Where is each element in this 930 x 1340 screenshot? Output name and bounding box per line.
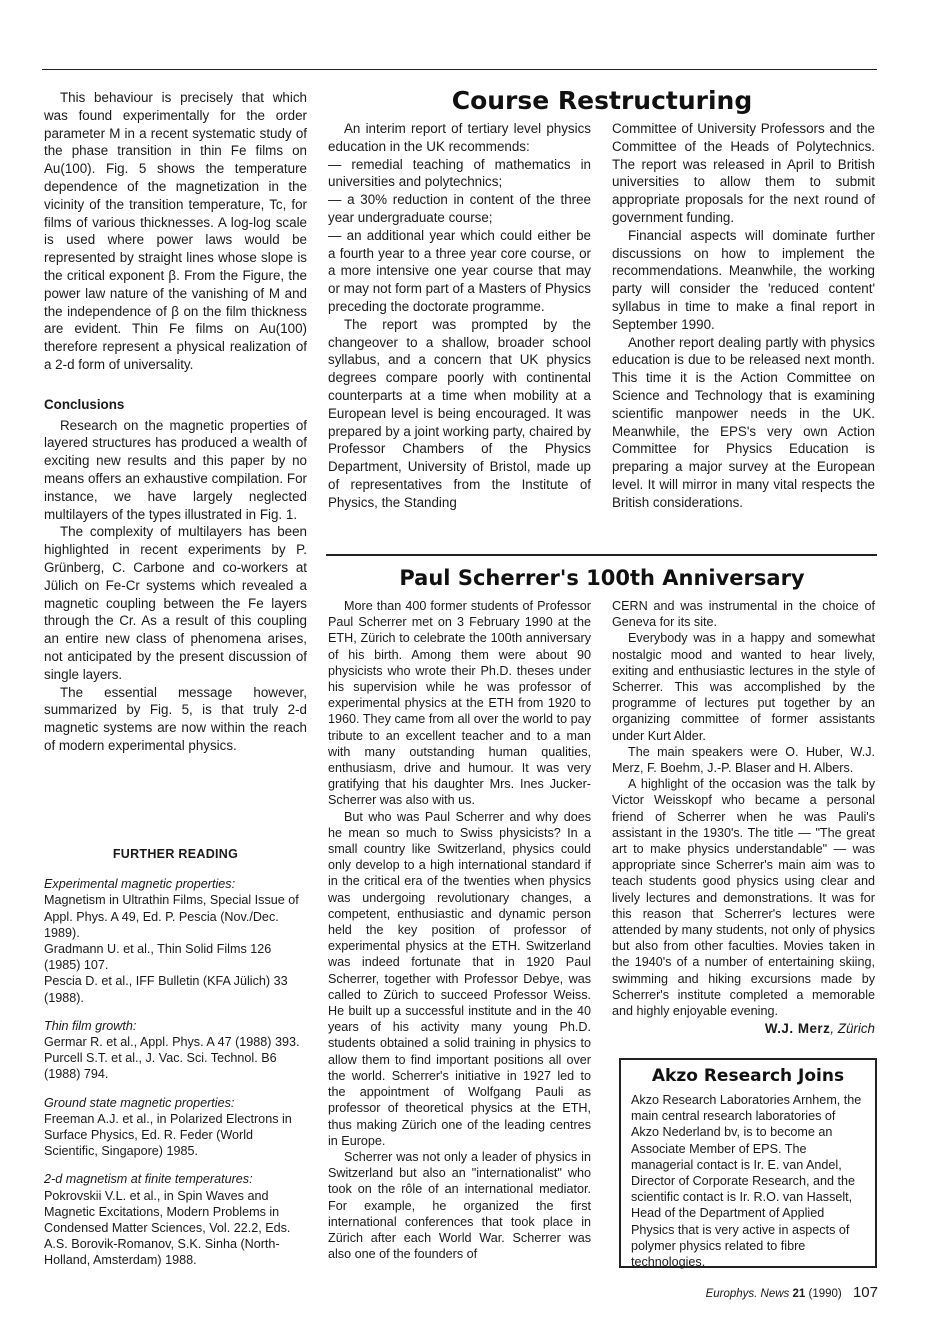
scherrer-paragraph: CERN and was instrumental in the choice of Geneva for its site. xyxy=(612,599,875,630)
akzo-title: Akzo Research Joins xyxy=(651,1066,845,1086)
conclusions-paragraph: The complexity of multilayers has been highlighted in recent experiments by P. Grünberg, C. Carbone and co-workers at Jülich on Fe-Cr systems which revealed a magnetic coupling between the Fe layers through the Cr. As a result of this coupling an entire new class of phenomena arises, not anticipated by the present discussion of single layers. xyxy=(44,524,307,682)
scherrer-paragraph: The main speakers were O. Huber, W.J. Merz, F. Boehm, J.-P. Blaser and H. Albers. xyxy=(612,744,875,776)
page-footer xyxy=(696,1284,878,1301)
scherrer-column-1 xyxy=(328,598,591,1262)
scherrer-paragraph: Everybody was in a happy and somewhat nostalgic mood and wanted to hear lively, exiting and enthusiastic lectures in the style of Scherrer. This was accomplished by the programme of lectures put together by an organizing committee of former assistants under Kurt Alder. xyxy=(612,631,875,743)
course-paragraph: An interim report of tertiary level physics education in the UK recommends: xyxy=(328,121,591,154)
course-paragraph: Another report dealing partly with physics education is due to be released next month. This time it is the Action Committee on Science and Technology that is examining scientific manpower needs in the UK. Meanwhile, the EPS's very own Action Committee for Physics Education is preparing a major survey at the European level. It will mirror in many vital respects the British considerations. xyxy=(612,334,875,510)
page-number: 107 xyxy=(852,1284,878,1301)
reading-group-heading: Ground state magnetic properties: xyxy=(44,1095,235,1110)
reading-reference: Purcell S.T. et al., J. Vac. Sci. Technol. B6 (1988) 794. xyxy=(44,1051,277,1082)
course-paragraph: Financial aspects will dominate further discussions on how to implement the recommendations. Meanwhile, the working party will consider the 'reduced content' syllabus in time to make a final report in September 1990. xyxy=(612,227,875,332)
course-column-2 xyxy=(612,120,875,512)
reading-reference: Pokrovskii V.L. et al., in Spin Waves and Magnetic Excitations, Modern Problems in Condensed Matter Sciences, Vol. 22.2, Eds. A.S. Borovik-Romanov, S.K. Sinha (North-Holland, Amsterdam) 1988. xyxy=(44,1188,291,1268)
section-rule xyxy=(326,554,877,556)
reading-group-heading: Experimental magnetic properties: xyxy=(44,877,236,892)
course-title: Course Restructuring xyxy=(451,86,753,115)
scherrer-column-2 xyxy=(612,598,875,1037)
left-column xyxy=(44,89,307,755)
journal-year: (1990) xyxy=(808,1288,842,1300)
scherrer-paragraph: More than 400 former students of Professor Paul Scherrer met on 3 February 1990 at the ETH, Zürich to celebrate the 100th anniversary of his birth. Among them were about 90 physicists who wrote their Ph.D. theses under his supervision while he was professor of experimental physics at the ETH from 1920 to 1960. They came from all over the world to pay tribute to an excellent teacher and to a man with many outstanding human qualities, enthusiasm, drive and humour. It was very gratifying that his daughter Mrs. Ines Jucker-Scherrer was also with us. xyxy=(328,599,591,808)
author-name: W.J. Merz xyxy=(764,1021,831,1037)
top-rule xyxy=(42,69,877,70)
reading-reference: Germar R. et al., Appl. Phys. A 47 (1988) 393. xyxy=(44,1035,300,1050)
author-place: , Zürich xyxy=(830,1021,875,1037)
akzo-body: Akzo Research Laboratories Arnhem, the main central research laboratories of Akzo Nederland bv, is to become an Associate Member of EPS. The managerial contact is Ir. E. van Andel, Director of Corporate Research, and the scientific contact is Ir. R.O. van Hasselt, Head of the Department of Applied Physics that is very active in aspects of polymer physics related to fibre technologies. xyxy=(631,1093,862,1270)
reading-reference: Freeman A.J. et al., in Polarized Electrons in Surface Physics, Ed. R. Feder (World Scientific, Singapore) 1985. xyxy=(44,1111,292,1159)
akzo-box xyxy=(619,1058,877,1268)
course-list-item: — an additional year which could either be a fourth year to a three year core course, or a more intensive one year course that may or may not form part of a Masters of Physics preceding the doctorate programme. xyxy=(328,227,591,314)
left-paragraph: This behaviour is precisely that which was found experimentally for the order parameter M in a recent systematic study of the phase transition in thin Fe films on Au(100). Fig. 5 shows the temperature dependence of the magnetization in the vicinity of the transition temperature, Tc, for films of various thicknesses. A log-log scale is used where power laws would be represented by straight lines whose slope is the critical exponent β. From the Figure, the power law nature of the vanishing of M and the independence of β on the film thickness are evident. Thin Fe films on Au(100) therefore represent a physical realization of a 2-d form of universality. xyxy=(44,90,307,372)
course-paragraph: Committee of University Professors and the Committee of the Heads of Polytechnics. The report was released in April to British universities to allow them to submit appropriate proposals for the next round of government funding. xyxy=(612,121,875,225)
course-column-1 xyxy=(328,120,591,512)
reading-group-heading: Thin film growth: xyxy=(44,1018,137,1033)
reading-reference: Pescia D. et al., IFF Bulletin (KFA Jülich) 33 (1988). xyxy=(44,974,288,1005)
journal-volume: 21 xyxy=(792,1288,806,1300)
course-list-item: — a 30% reduction in content of the three year undergraduate course; xyxy=(328,192,591,225)
conclusions-paragraph: Research on the magnetic properties of layered structures has produced a wealth of exciting new results and this paper by no means offers an exhaustive compilation. For instance, we have largely neglected multilayers of the types illustrated in Fig. 1. xyxy=(44,417,307,522)
author-signature xyxy=(612,1021,875,1037)
further-reading-title: FURTHER READING xyxy=(112,847,239,861)
scherrer-paragraph: A highlight of the occasion was the talk by Victor Weisskopf who became a personal friend of Scherrer when he was Pauli's assistant in the 1930's. The title — "The great art to make physics understandable" — was appropriate since Scherrer's main aim was to teach students good physics using clear and lively lectures and demonstrations. It was for this reason that Scherrer's lectures were attended by many students, not only of physics but also from other faculties. Movies taken in the 1940's of a number of entertaining skiing, swimming and hiking excursions made by Scherrer's institute completed a memorable and highly enjoyable evening. xyxy=(612,777,875,1019)
scherrer-paragraph: But who was Paul Scherrer and why does he mean so much to Swiss physicists? In a small country like Switzerland, physics could only develop to a high international standard if in the critical era of the twenties when physics was undergoing revolutionary changes, a competent, enthusiastic and dynamic person held the key position of professor of experimental physics at the ETH. Switzerland was indeed fortunate that in 1920 Paul Scherrer, together with Professor Debye, was called to Zürich to succeed Professor Weiss. He built up a successful institute and in the 40 years of his activity many young Ph.D. students obtained a solid training in physics to allow them to find important positions all over the world. Scherrer's initiative in 1927 led to the appointment of Wolfgang Pauli as professor of theoretical physics at the ETH, thus making Zürich one of the leading centres in Europe. xyxy=(328,809,591,1148)
course-list-item: — remedial teaching of mathematics in universities and polytechnics; xyxy=(328,156,591,190)
conclusions-paragraph: The essential message however, summarized by Fig. 5, is that truly 2-d magnetic systems are now within the reach of modern experimental physics. xyxy=(44,684,307,753)
reading-group-heading: 2-d magnetism at finite temperatures: xyxy=(44,1172,253,1187)
conclusions-heading: Conclusions xyxy=(44,396,125,412)
scherrer-title: Paul Scherrer's 100th Anniversary xyxy=(399,566,805,590)
journal-name: Europhys. News xyxy=(705,1288,790,1300)
scherrer-paragraph: Scherrer was not only a leader of physics in Switzerland but also an "internationalist" who took on the rôle of an international mediator. For example, he organized the first international conferences that took place in Zürich after each World War. Scherrer was also one of the founders of xyxy=(328,1149,591,1262)
further-reading xyxy=(44,846,307,1269)
reading-reference: Magnetism in Ultrathin Films, Special Issue of Appl. Phys. A 49, Ed. P. Pescia (Nov./Dec. 1989). xyxy=(44,893,299,940)
course-paragraph: The report was prompted by the changeover to a shallow, broader school syllabus, and a concern that UK physics degrees compare poorly with continental counterparts at a time when mobility at a European level is being encouraged. It was prepared by a joint working party, chaired by Professor Chambers of the Physics Department, University of Bristol, made up of representatives from the Institute of Physics, the Standing xyxy=(328,316,591,510)
reading-reference: Gradmann U. et al., Thin Solid Films 126 (1985) 107. xyxy=(44,942,272,973)
